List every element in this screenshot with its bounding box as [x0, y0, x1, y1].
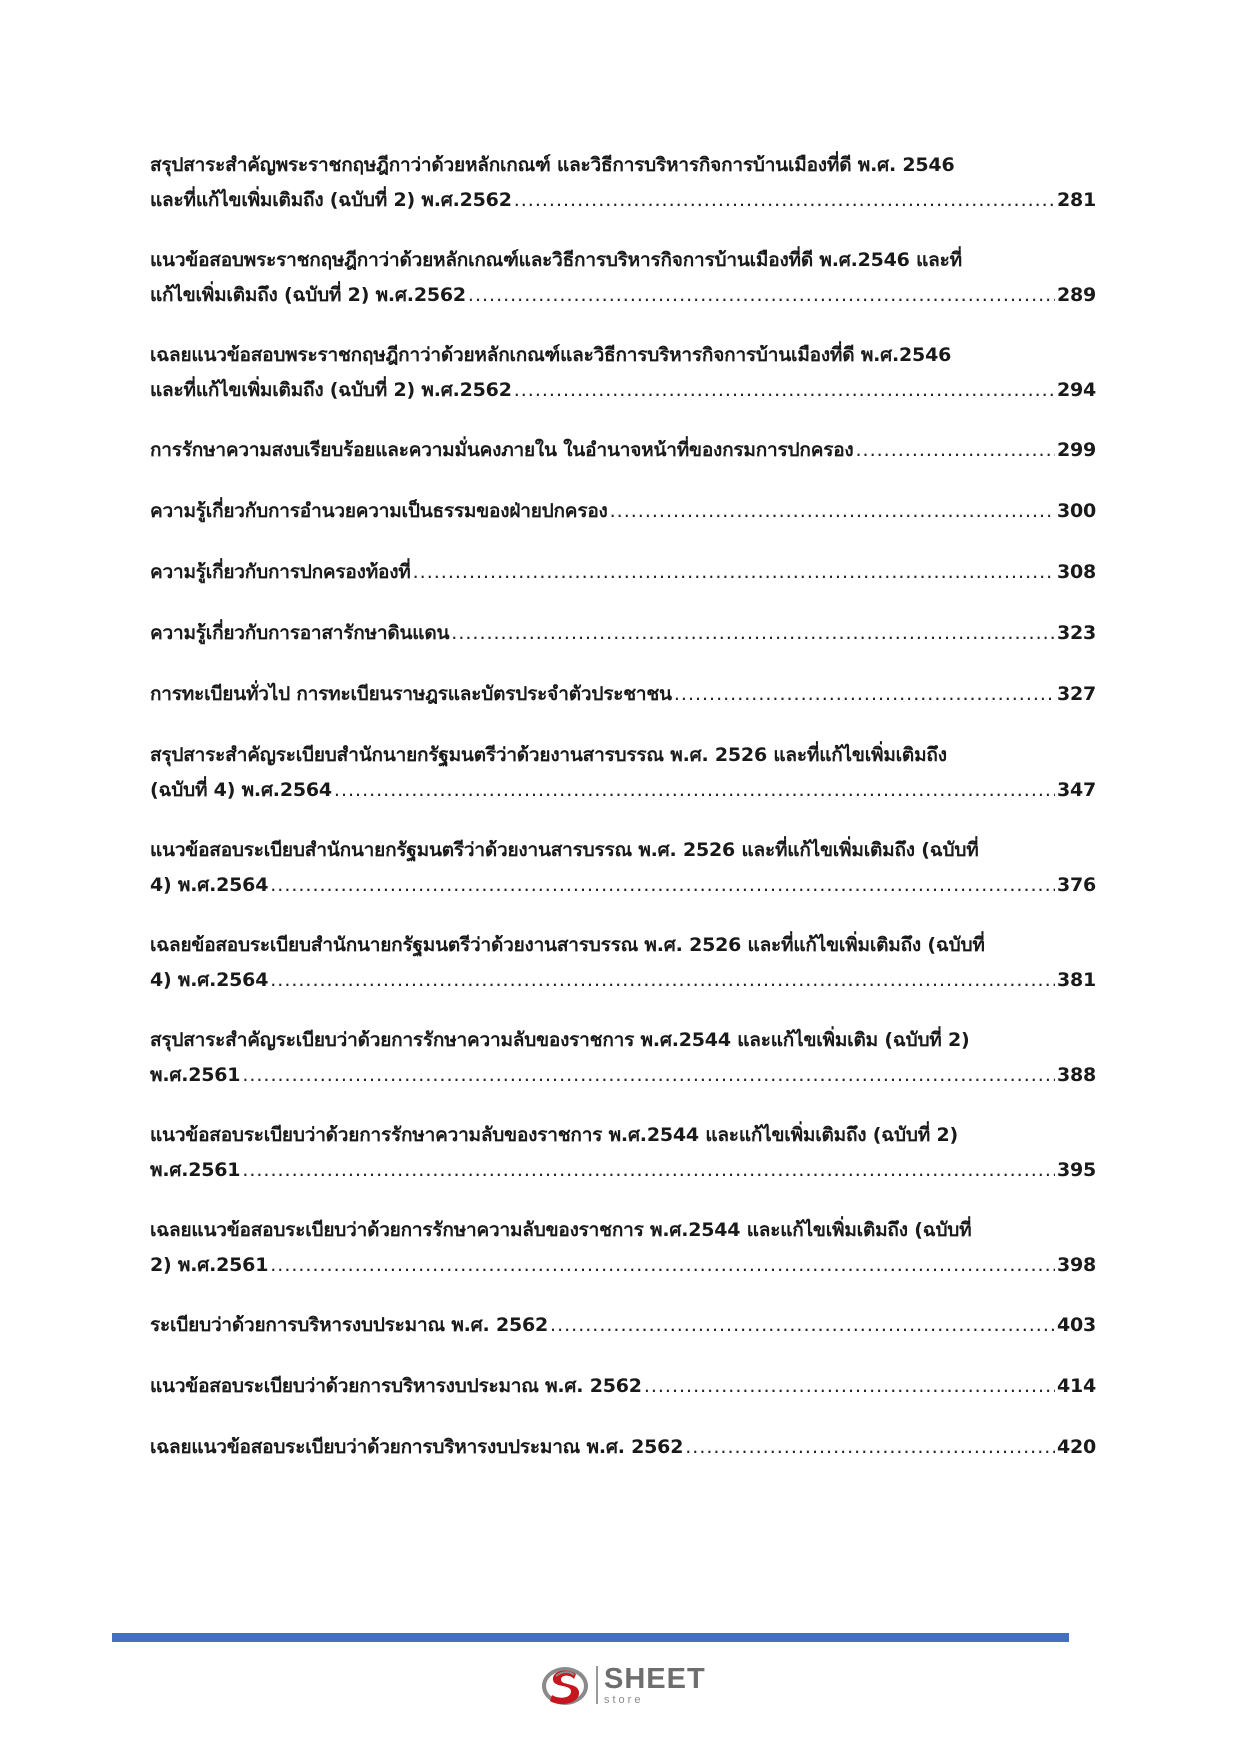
logo-wordmark: SHEET [604, 1662, 706, 1695]
toc-page-number: 395 [1056, 1159, 1096, 1181]
toc-page-number: 388 [1056, 1064, 1096, 1086]
toc-page-number: 327 [1056, 683, 1096, 705]
toc-entry-title-line: เฉลยข้อสอบระเบียบสำนักนายกรัฐมนตรีว่าด้วยงานสารบรรณ พ.ศ. 2526 และที่แก้ไขเพิ่มเติมถึง (ฉบับที่ [150, 934, 985, 956]
toc-entry-title-line: ความรู้เกี่ยวกับการปกครองท้องที่ [150, 561, 411, 583]
dot-leader [514, 183, 1055, 218]
toc-page-number: 381 [1056, 969, 1096, 991]
dot-leader [451, 616, 1055, 651]
dot-leader [270, 868, 1055, 903]
toc-entry[interactable] [150, 928, 1096, 998]
toc-page-number: 308 [1056, 561, 1096, 583]
dot-leader [685, 1430, 1055, 1465]
toc-page-number: 403 [1056, 1314, 1096, 1336]
logo-separator [596, 1666, 598, 1704]
dot-leader [242, 1153, 1055, 1188]
toc-entry[interactable] [150, 1213, 1096, 1283]
toc-entry-title-line: และที่แก้ไขเพิ่มเติมถึง (ฉบับที่ 2) พ.ศ.2562 [150, 379, 512, 401]
toc-page-number: 398 [1056, 1254, 1096, 1276]
toc-entry-title-line: แก้ไขเพิ่มเติมถึง (ฉบับที่ 2) พ.ศ.2562 [150, 284, 466, 306]
toc-page-number: 414 [1056, 1375, 1096, 1397]
toc-entry-title-line: 4) พ.ศ.2564 [150, 969, 269, 991]
toc-entry-title-line: 2) พ.ศ.2561 [150, 1254, 269, 1276]
toc-entry-title-line: เฉลยแนวข้อสอบระเบียบว่าด้วยการบริหารงบประมาณ พ.ศ. 2562 [150, 1436, 684, 1458]
dot-leader [334, 773, 1055, 808]
toc-entry[interactable] [150, 738, 1096, 808]
toc-entry-title-line: แนวข้อสอบระเบียบสำนักนายกรัฐมนตรีว่าด้วยงานสารบรรณ พ.ศ. 2526 และที่แก้ไขเพิ่มเติมถึง (ฉบับที่ [150, 839, 979, 861]
toc-entry[interactable] [150, 338, 1096, 408]
toc-entry[interactable] [150, 555, 1096, 590]
toc-entry-title-line: สรุปสาระสำคัญระเบียบสำนักนายกรัฐมนตรีว่าด้วยงานสารบรรณ พ.ศ. 2526 และที่แก้ไขเพิ่มเติมถึง [150, 744, 947, 766]
toc-page-number: 376 [1056, 874, 1096, 896]
toc-entry-title-line: พ.ศ.2561 [150, 1159, 241, 1181]
toc-entry-title-line: ระเบียบว่าด้วยการบริหารงบประมาณ พ.ศ. 2562 [150, 1314, 549, 1336]
logo-subtext: store [604, 1693, 644, 1706]
toc-entry[interactable] [150, 677, 1096, 712]
toc-page-number: 294 [1056, 379, 1096, 401]
toc-entry[interactable] [150, 243, 1096, 313]
dot-leader [242, 1058, 1055, 1093]
toc-entry[interactable] [150, 1118, 1096, 1188]
dot-leader [644, 1369, 1055, 1404]
toc-entry-title-line: (ฉบับที่ 4) พ.ศ.2564 [150, 779, 332, 801]
toc-entry-title-line: การรักษาความสงบเรียบร้อยและความมั่นคงภายใน ในอำนาจหน้าที่ของกรมการปกครอง [150, 439, 854, 461]
toc-entry-title-line: แนวข้อสอบระเบียบว่าด้วยการรักษาความลับของราชการ พ.ศ.2544 และแก้ไขเพิ่มเติมถึง (ฉบับที่ 2) [150, 1124, 958, 1146]
toc-entry[interactable] [150, 1430, 1096, 1465]
footer-rule [112, 1633, 1069, 1642]
toc-entry[interactable] [150, 1369, 1096, 1404]
toc-entry[interactable] [150, 433, 1096, 468]
toc-entry-title-line: 4) พ.ศ.2564 [150, 874, 269, 896]
toc-entry-title-line: ความรู้เกี่ยวกับการอำนวยความเป็นธรรมของฝ่ายปกครอง [150, 500, 608, 522]
dot-leader [270, 963, 1055, 998]
toc-entry[interactable] [150, 1023, 1096, 1093]
toc-entry-title-line: แนวข้อสอบระเบียบว่าด้วยการบริหารงบประมาณ พ.ศ. 2562 [150, 1375, 642, 1397]
dot-leader [468, 278, 1055, 313]
toc-entry-title-line: แนวข้อสอบพระราชกฤษฎีกาว่าด้วยหลักเกณฑ์และวิธีการบริหารกิจการบ้านเมืองที่ดี พ.ศ.2546 และที่ [150, 249, 962, 271]
toc-entry-title-line: สรุปสาระสำคัญระเบียบว่าด้วยการรักษาความลับของราชการ พ.ศ.2544 และแก้ไขเพิ่มเติม (ฉบับที่ 2) [150, 1029, 970, 1051]
table-of-contents [150, 148, 1096, 1491]
dot-leader [610, 494, 1055, 529]
toc-entry-title-line: สรุปสาระสำคัญพระราชกฤษฎีกาว่าด้วยหลักเกณฑ์ และวิธีการบริหารกิจการบ้านเมืองที่ดี พ.ศ. 2546 [150, 154, 955, 176]
toc-entry[interactable] [150, 148, 1096, 218]
dot-leader [674, 677, 1055, 712]
toc-entry-title-line: และที่แก้ไขเพิ่มเติมถึง (ฉบับที่ 2) พ.ศ.2562 [150, 189, 512, 211]
toc-entry-title-line: เฉลยแนวข้อสอบพระราชกฤษฎีกาว่าด้วยหลักเกณฑ์และวิธีการบริหารกิจการบ้านเมืองที่ดี พ.ศ.2546 [150, 344, 952, 366]
toc-page-number: 289 [1056, 284, 1096, 306]
toc-entry[interactable] [150, 616, 1096, 651]
dot-leader [550, 1308, 1055, 1343]
s-emblem-icon [540, 1662, 590, 1708]
toc-entry[interactable] [150, 833, 1096, 903]
toc-page-number: 420 [1056, 1436, 1096, 1458]
toc-page-number: 300 [1056, 500, 1096, 522]
toc-entry-title-line: พ.ศ.2561 [150, 1064, 241, 1086]
toc-page-number: 347 [1056, 779, 1096, 801]
dot-leader [856, 433, 1055, 468]
toc-page-number: 299 [1056, 439, 1096, 461]
dot-leader [270, 1248, 1055, 1283]
toc-page-number: 323 [1056, 622, 1096, 644]
toc-entry[interactable] [150, 1308, 1096, 1343]
toc-entry-title-line: การทะเบียนทั่วไป การทะเบียนราษฎรและบัตรประจำตัวประชาชน [150, 683, 672, 705]
toc-page-number: 281 [1056, 189, 1096, 211]
sheet-store-logo [540, 1660, 706, 1710]
toc-entry-title-line: ความรู้เกี่ยวกับการอาสารักษาดินแดน [150, 622, 450, 644]
dot-leader [413, 555, 1055, 590]
toc-entry-title-line: เฉลยแนวข้อสอบระเบียบว่าด้วยการรักษาความลับของราชการ พ.ศ.2544 และแก้ไขเพิ่มเติมถึง (ฉบับที่ [150, 1219, 972, 1241]
dot-leader [514, 373, 1055, 408]
toc-entry[interactable] [150, 494, 1096, 529]
